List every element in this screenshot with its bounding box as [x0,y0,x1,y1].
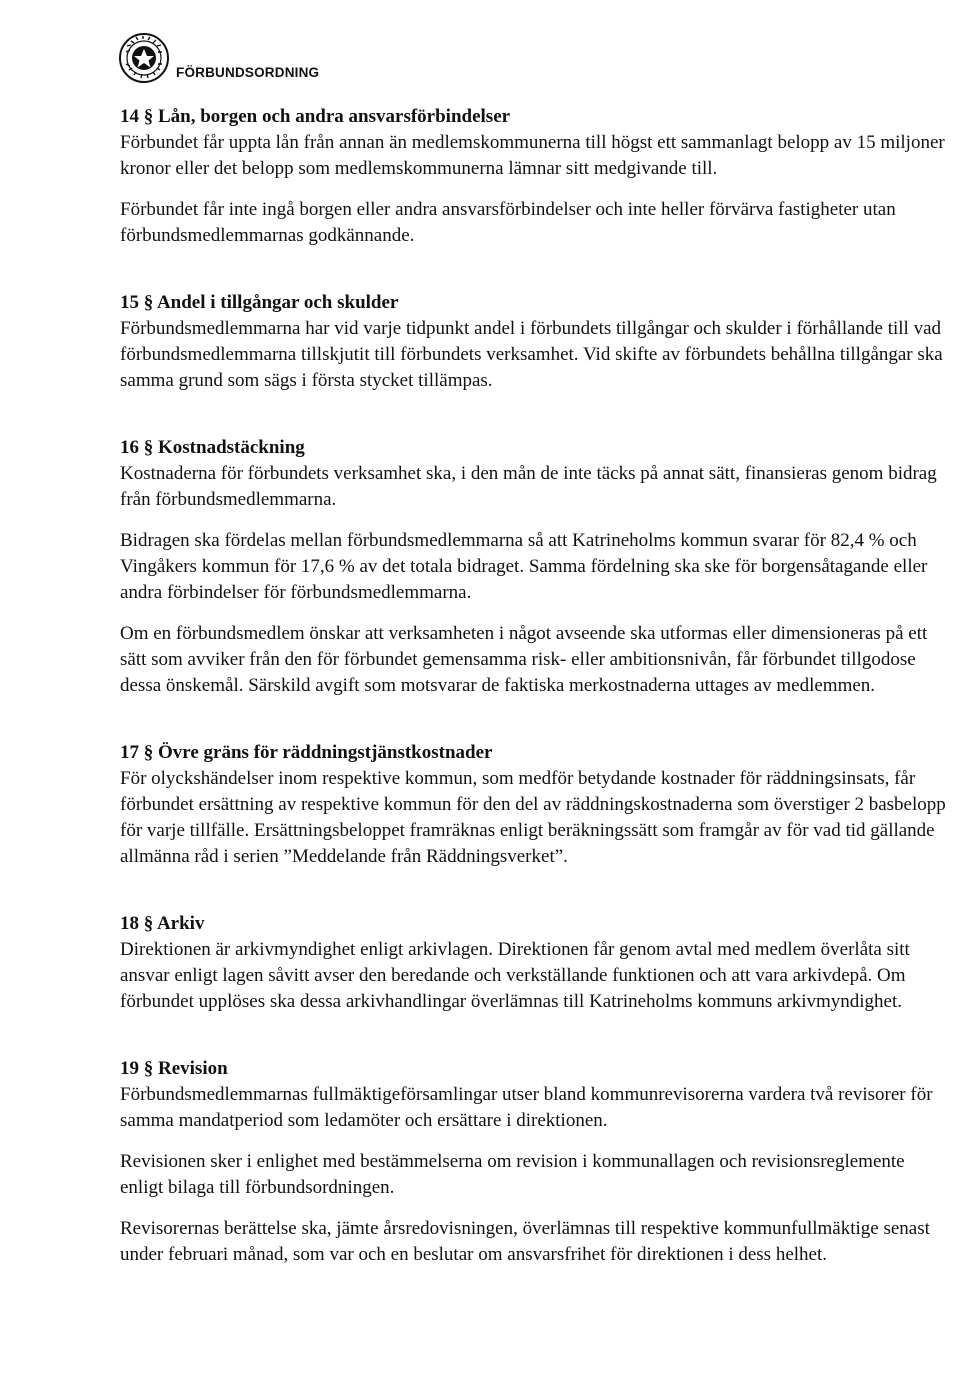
section-19 [120,1056,950,1268]
organization-logo-icon [118,32,170,84]
paragraph: Förbundsmedlemmarna har vid varje tidpunkt andel i förbundets tillgångar och skulder i förhållande till vad förbundsmedlemmarna tillskjutit till förbundets verksamhet. Vid skifte av förbundets behållna tillgångar ska samma grund som sägs i första stycket tillämpas. [120,318,943,391]
paragraph: Direktionen är arkivmyndighet enligt arkivlagen. Direktionen får genom avtal med medlem överlåta sitt ansvar enligt lagen såvitt avser den beredande och verkställande funktionen och att vara arkivdepå. Om förbundet upplöses ska dessa arkivhandlingar överlämnas till Katrineholms kommuns arkivmyndighet. [120,939,910,1012]
section-16 [120,435,950,699]
paragraph: Revisorernas berättelse ska, jämte årsredovisningen, överlämnas till respektive kommunfullmäktige senast under februari månad, som var och en beslutar om ansvarsfrihet för direktionen i dess helhet. [120,1218,930,1265]
section-heading: 19 § Revision [120,1058,228,1079]
section-15 [120,290,950,394]
paragraph: Revisionen sker i enlighet med bestämmelserna om revision i kommunallagen och revisionsreglemente enligt bilaga till förbundsordningen. [120,1151,905,1198]
paragraph: Bidragen ska fördelas mellan förbundsmedlemmarna så att Katrineholms kommun svarar för 82,4 % och Vingåkers kommun för 17,6 % av det totala bidraget. Samma fördelning ska ske för borgensåtagande eller andra förbindelser för förbundsmedlemmarna. [120,530,928,603]
paragraph: För olyckshändelser inom respektive kommun, som medför betydande kostnader för räddningsinsats, får förbundet ersättning av respektive kommun för den del av räddningskostnaderna som överstiger 2 basbelopp för varje tillfälle. Ersättningsbeloppet framräknas enligt beräkningssätt som framgår av för vad tid gällande allmänna råd i serien ”Meddelande från Räddningsverket”. [120,768,946,867]
section-14 [120,104,950,249]
section-heading: 15 § Andel i tillgångar och skulder [120,292,399,313]
page-header [118,28,319,84]
document-title: FÖRBUNDSORDNING [176,65,320,80]
paragraph: Förbundsmedlemmarnas fullmäktigeförsamlingar utser bland kommunrevisorerna vardera två revisorer för samma mandatperiod som ledamöter och ersättare i direktionen. [120,1084,933,1131]
paragraph: Förbundet får inte ingå borgen eller andra ansvarsförbindelser och inte heller förvärva fastigheter utan förbundsmedlemmarnas godkännande. [120,199,896,246]
paragraph: Om en förbundsmedlem önskar att verksamheten i något avseende ska utformas eller dimensioneras på ett sätt som avviker från den för förbundet gemensamma risk- eller ambitionsnivån, får förbundet tillgodose dessa önskemål. Särskild avgift som motsvarar de faktiska merkostnaderna uttages av medlemmen. [120,623,928,696]
section-17 [120,740,950,870]
section-heading: 17 § Övre gräns för räddningstjänstkostnader [120,742,493,763]
section-heading: 18 § Arkiv [120,913,205,934]
section-heading: 14 § Lån, borgen och andra ansvarsförbindelser [120,106,511,127]
paragraph: Kostnaderna för förbundets verksamhet ska, i den mån de inte täcks på annat sätt, finansieras genom bidrag från förbundsmedlemmarna. [120,463,937,510]
paragraph: Förbundet får uppta lån från annan än medlemskommunerna till högst ett sammanlagt belopp av 15 miljoner kronor eller det belopp som medlemskommunerna lämnar sitt medgivande till. [120,132,945,179]
section-18 [120,911,950,1015]
document-body [120,104,950,1268]
section-heading: 16 § Kostnadstäckning [120,437,305,458]
